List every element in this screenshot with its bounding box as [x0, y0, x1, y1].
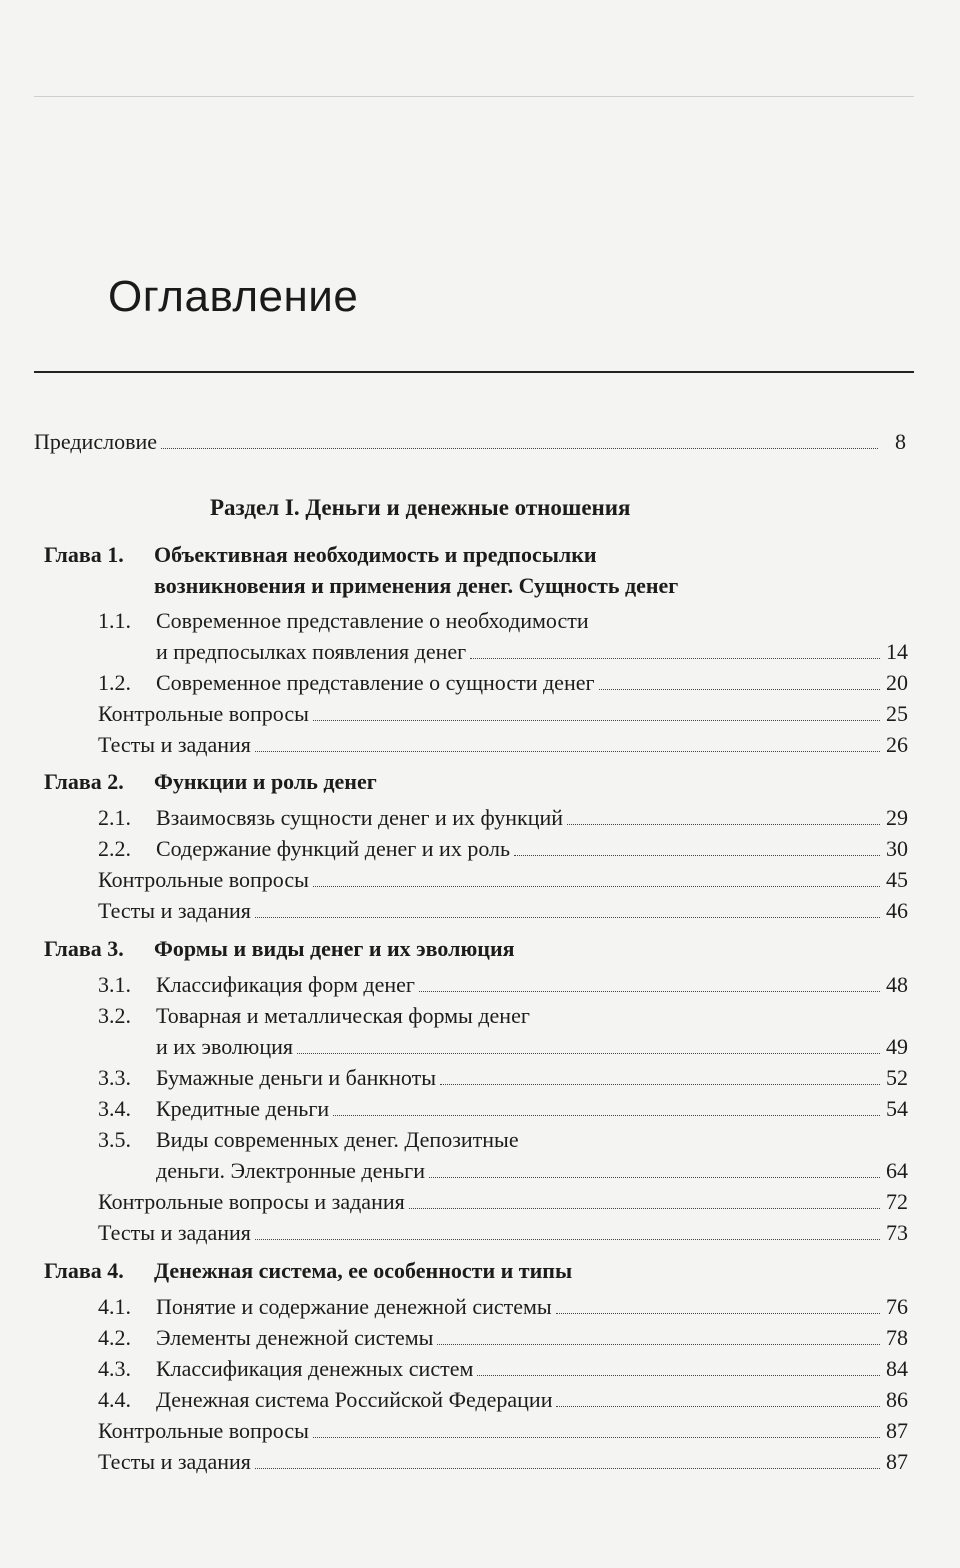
toc-entry[interactable] [98, 1416, 908, 1446]
toc-entry[interactable] [98, 1323, 908, 1353]
toc-page-number: 64 [886, 1158, 908, 1183]
chapter-title: Формы и виды денег и их эволюция [154, 936, 515, 961]
toc-entry[interactable] [98, 1094, 908, 1124]
section-heading: Раздел I. Деньги и денежные отношения [210, 495, 631, 520]
toc-entry-number: 2.1. [98, 805, 131, 830]
dot-leader [419, 990, 880, 992]
toc-page-number: 8 [895, 429, 906, 454]
toc-entry-label: Элементы денежной системы [156, 1325, 434, 1350]
toc-entry-number: 4.3. [98, 1356, 131, 1381]
toc-entry-number: 4.4. [98, 1387, 131, 1412]
toc-entry-label: Тесты и задания [98, 1449, 251, 1474]
dot-leader [440, 1083, 880, 1085]
toc-entry[interactable] [98, 1187, 908, 1217]
toc-entry-label: и предпосылках появления денег [156, 639, 467, 664]
toc-page-number: 87 [886, 1418, 908, 1443]
chapter-heading[interactable] [44, 1256, 572, 1286]
toc-page-number: 25 [886, 701, 908, 726]
toc-entry-number: 2.2. [98, 836, 131, 861]
toc-entry-label: Контрольные вопросы и задания [98, 1189, 405, 1214]
toc-page-number: 46 [886, 898, 908, 923]
toc-entry-label: Тесты и задания [98, 1220, 251, 1245]
chapter-title-continued: возникновения и применения денег. Сущность денег [154, 573, 679, 598]
toc-entry-number: 3.3. [98, 1065, 131, 1090]
toc-page-number: 52 [886, 1065, 908, 1090]
dot-leader [313, 1436, 880, 1438]
toc-entry[interactable] [98, 970, 908, 1000]
toc-entry-label: и их эволюция [156, 1034, 294, 1059]
toc-entry-number: 4.1. [98, 1294, 131, 1319]
chapter-title: Объективная необходимость и предпосылки [154, 542, 597, 567]
toc-entry[interactable] [98, 1063, 908, 1093]
dot-leader [313, 719, 880, 721]
toc-page-number: 87 [886, 1449, 908, 1474]
toc-entry[interactable] [98, 730, 908, 760]
toc-entry-label: Понятие и содержание денежной системы [156, 1294, 552, 1319]
toc-entry-label: Содержание функций денег и их роль [156, 836, 511, 861]
toc-page-number: 72 [886, 1189, 908, 1214]
dot-leader [255, 1238, 880, 1240]
dot-leader [556, 1312, 880, 1314]
toc-page-number: 26 [886, 732, 908, 757]
toc-entry-first-line[interactable] [98, 1001, 530, 1031]
toc-entry-label: Классификация форм денег [156, 972, 415, 997]
dot-leader [470, 657, 880, 659]
toc-page-number: 76 [886, 1294, 908, 1319]
toc-entry[interactable] [98, 1447, 908, 1477]
dot-leader [599, 688, 880, 690]
dot-leader [161, 447, 878, 449]
toc-entry-label: Предисловие [34, 429, 157, 454]
dot-leader [437, 1343, 880, 1345]
toc-entry-label: Контрольные вопросы [98, 701, 309, 726]
toc-entry-number: 3.5. [98, 1127, 131, 1152]
toc-page-number: 73 [886, 1220, 908, 1245]
toc-entry-number: 3.2. [98, 1003, 131, 1028]
toc-entry[interactable] [98, 1354, 908, 1384]
dot-leader [255, 750, 880, 752]
dot-leader [567, 823, 880, 825]
toc-entry-first-line[interactable] [98, 606, 589, 636]
toc-entry-label: Современное представление о необходимости [156, 608, 589, 633]
toc-entry[interactable] [98, 668, 908, 698]
toc-entry-label: Денежная система Российской Федерации [156, 1387, 553, 1412]
chapter-heading[interactable] [44, 934, 515, 964]
toc-entry-label: Контрольные вопросы [98, 867, 309, 892]
toc-entry-label: Тесты и задания [98, 898, 251, 923]
toc-page-number: 14 [886, 639, 908, 664]
toc-page-number: 29 [886, 805, 908, 830]
toc-entry-label: Классификация денежных систем [156, 1356, 474, 1381]
toc-page-number: 84 [886, 1356, 908, 1381]
chapter-number: Глава 3. [44, 936, 124, 961]
toc-entry-label: Контрольные вопросы [98, 1418, 309, 1443]
dot-leader [313, 885, 880, 887]
toc-entry-label: Тесты и задания [98, 732, 251, 757]
toc-entry-number: 4.2. [98, 1325, 131, 1350]
toc-page-number: 54 [886, 1096, 908, 1121]
dot-leader [477, 1374, 880, 1376]
toc-entry-first-line[interactable] [98, 1125, 519, 1155]
toc-entry-label: Взаимосвязь сущности денег и их функций [156, 805, 564, 830]
toc-entry[interactable] [156, 1156, 908, 1186]
toc-entry[interactable] [156, 637, 908, 667]
toc-entry-label: Современное представление о сущности денег [156, 670, 595, 695]
toc-entry[interactable] [156, 1032, 908, 1062]
toc-entry[interactable] [98, 803, 908, 833]
toc-entry[interactable] [98, 699, 908, 729]
toc-entry-preface[interactable] [34, 427, 906, 457]
toc-entry[interactable] [98, 834, 908, 864]
toc-entry[interactable] [98, 865, 908, 895]
chapter-number: Глава 2. [44, 769, 124, 794]
toc-entry[interactable] [98, 1385, 908, 1415]
dot-leader [514, 854, 880, 856]
toc-page-number: 20 [886, 670, 908, 695]
toc-page-number: 30 [886, 836, 908, 861]
toc-entry-label: Товарная и металлическая формы денег [156, 1003, 530, 1028]
toc-page-number: 86 [886, 1387, 908, 1412]
toc-entry[interactable] [98, 1292, 908, 1322]
chapter-title: Денежная система, ее особенности и типы [154, 1258, 573, 1283]
toc-entry-number: 3.1. [98, 972, 131, 997]
dot-leader [409, 1207, 880, 1209]
dot-leader [333, 1114, 880, 1116]
toc-entry-label: Виды современных денег. Депозитные [156, 1127, 519, 1152]
dot-leader [297, 1052, 880, 1054]
title-rule [34, 371, 914, 373]
toc-entry-label: Бумажные деньги и банкноты [156, 1065, 436, 1090]
toc-entry[interactable] [98, 896, 908, 926]
toc-entry[interactable] [98, 1218, 908, 1248]
toc-entry-label: деньги. Электронные деньги [156, 1158, 425, 1183]
chapter-heading[interactable] [44, 767, 377, 797]
toc-page-number: 45 [886, 867, 908, 892]
chapter-number: Глава 4. [44, 1258, 124, 1283]
chapter-title: Функции и роль денег [154, 769, 377, 794]
chapter-number: Глава 1. [44, 542, 124, 567]
chapter-heading[interactable] [44, 540, 597, 570]
toc-entry-number: 1.1. [98, 608, 131, 633]
toc-page-number: 78 [886, 1325, 908, 1350]
dot-leader [255, 1467, 880, 1469]
toc-page-number: 48 [886, 972, 908, 997]
page-title: Оглавление [108, 272, 359, 321]
toc-entry-number: 1.2. [98, 670, 131, 695]
dot-leader [429, 1176, 880, 1178]
toc-entry-number: 3.4. [98, 1096, 131, 1121]
dot-leader [556, 1405, 880, 1407]
dot-leader [255, 916, 880, 918]
toc-page-number: 49 [886, 1034, 908, 1059]
bleed-through-rule [34, 96, 914, 97]
toc-entry-label: Кредитные деньги [156, 1096, 330, 1121]
